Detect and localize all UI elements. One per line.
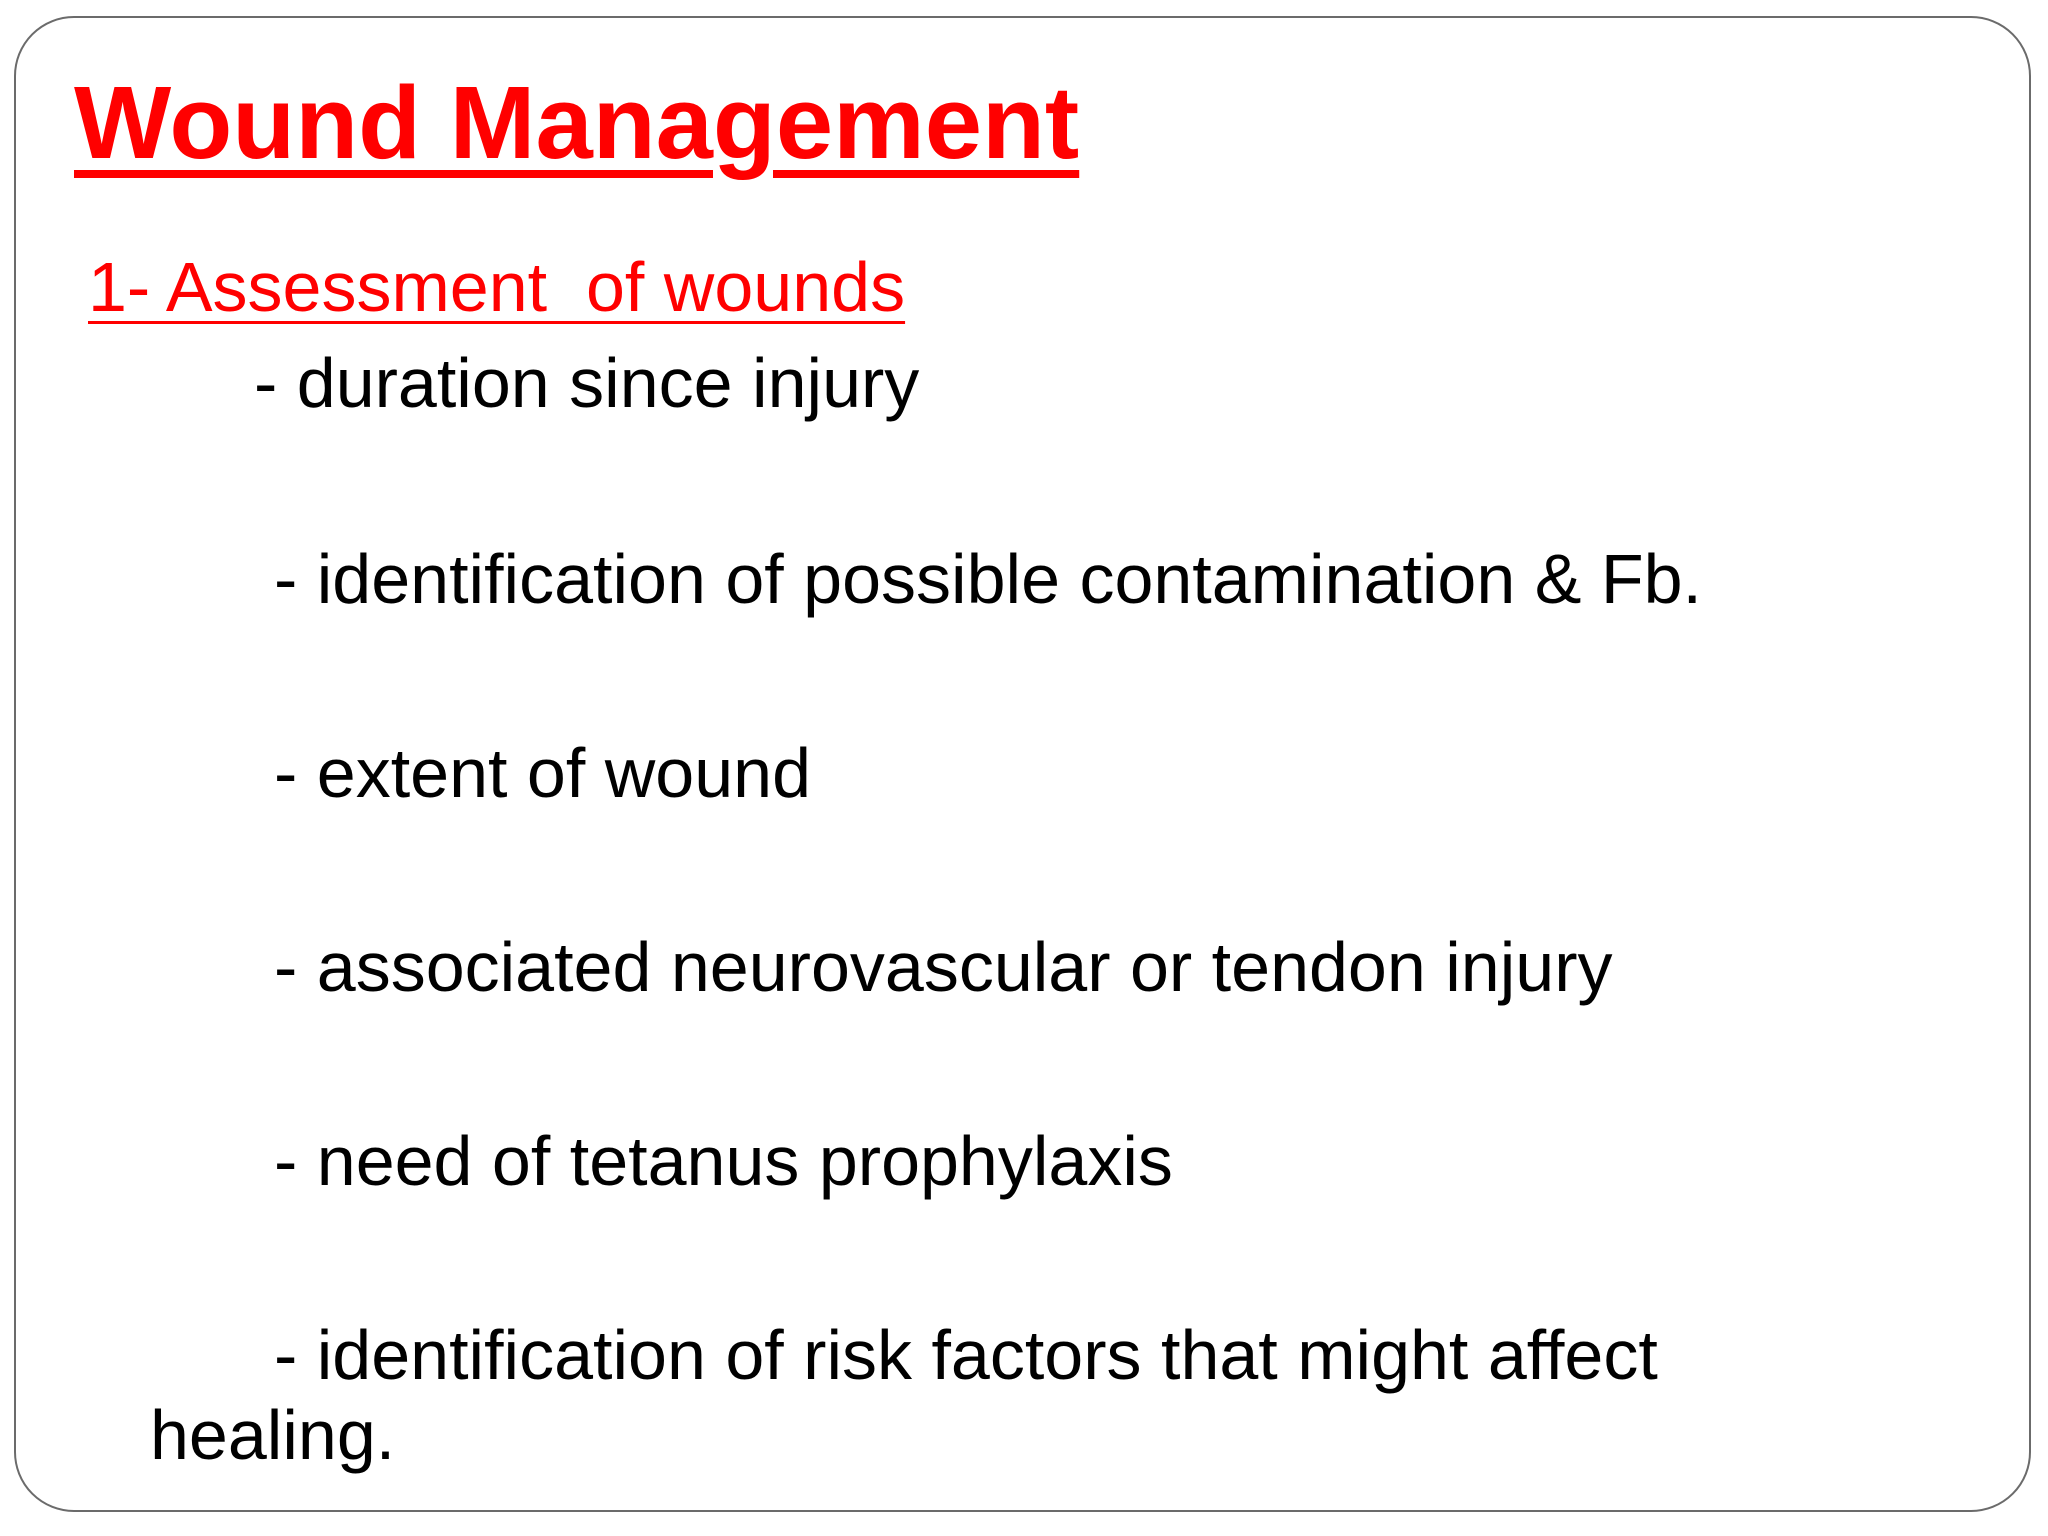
bullet-neurovascular: - associated neurovascular or tendon injury [274,928,1613,1006]
bullet-risk-factors: - identification of risk factors that might affect [274,1316,1658,1394]
bullet-risk-factors-continuation: healing. [150,1396,396,1474]
section-heading: 1- Assessment of wounds [88,248,906,326]
slide-title: Wound Management [74,65,1080,180]
bullet-duration: - duration since injury [254,344,920,422]
bullet-contamination: - identification of possible contamination & Fb. [274,540,1702,618]
bullet-tetanus: - need of tetanus prophylaxis [274,1122,1173,1200]
bullet-extent: - extent of wound [274,734,811,812]
